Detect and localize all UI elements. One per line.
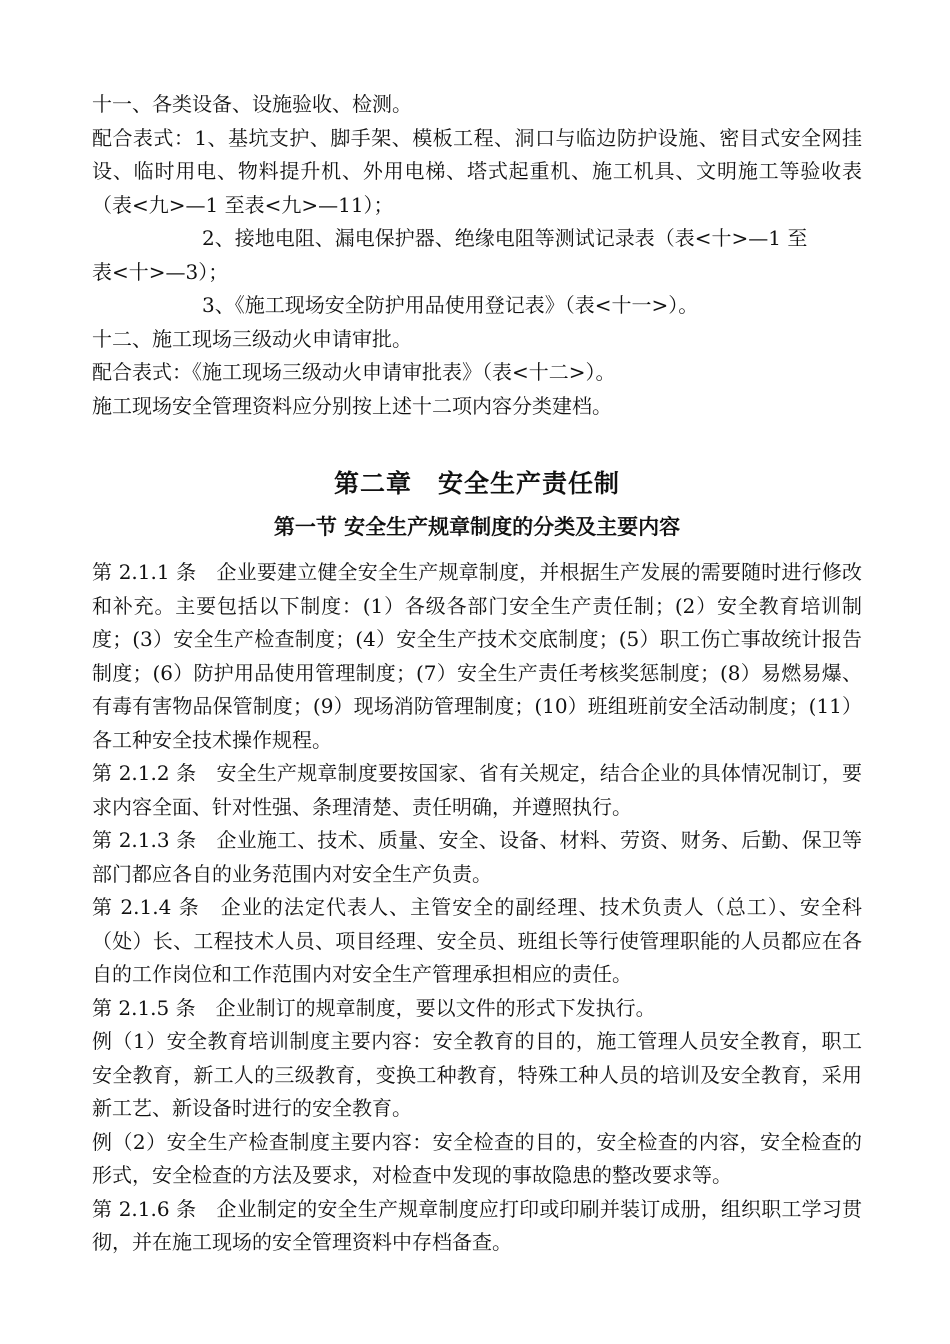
article-2-1-6: 第 2.1.6 条 企业制定的安全生产规章制度应打印或印刷并装订成册，组织职工学习贯彻，并在施工现场的安全管理资料中存档备查。 bbox=[92, 1196, 862, 1254]
item-11-forms-2-continued: 表<十>—3）； bbox=[92, 259, 229, 284]
article-2-1-5: 第 2.1.5 条 企业制订的规章制度，要以文件的形式下发执行。 bbox=[92, 995, 656, 1020]
article-2-1-4: 第 2.1.4 条 企业的法定代表人、主管安全的副经理、技术负责人（总工）、安全科（处）长、工程技术人员、项目经理、安全员、班组长等行使管理职能的人员都应在各自的工作岗位和工作范围内对安全生产管理承担相应的责任。 bbox=[92, 895, 862, 986]
section-title: 第一节 安全生产规章制度的分类及主要内容 bbox=[273, 514, 681, 539]
item-11-heading: 十一、各类设备、设施验收、检测。 bbox=[92, 92, 412, 116]
article-2-1-3: 第 2.1.3 条 企业施工、技术、质量、安全、设备、材料、劳资、财务、后勤、保卫等部门都应各自的业务范围内对安全生产负责。 bbox=[92, 828, 862, 886]
item-11-forms-3: 3、《施工现场安全防护用品使用登记表》（表<十一>）。 bbox=[202, 293, 699, 317]
example-2: 例（2）安全生产检查制度主要内容：安全检查的目的，安全检查的内容，安全检查的形式，安全检查的方法及要求，对检查中发现的事故隐患的整改要求等。 bbox=[92, 1129, 862, 1187]
article-2-1-2: 第 2.1.2 条 安全生产规章制度要按国家、省有关规定，结合企业的具体情况制订，要求内容全面、针对性强、条理清楚、责任明确，并遵照执行。 bbox=[92, 761, 862, 819]
summary-paragraph: 施工现场安全管理资料应分别按上述十二项内容分类建档。 bbox=[92, 393, 612, 418]
chapter-title: 第二章 安全生产责任制 bbox=[333, 469, 620, 498]
article-2-1-1: 第 2.1.1 条 企业要建立健全安全生产规章制度，并根据生产发展的需要随时进行修改和补充。主要包括以下制度：(1）各级各部门安全生产责任制；(2）安全教育培训制度；(3）安全生产检查制度；(4）安全生产技术交底制度；(5）职工伤亡事故统计报告制度；(6）防护用品使用管理制度；(7）安全生产责任考核奖惩制度；(8）易燃易爆、有毒有害物品保管制度；(9）现场消防管理制度；(10）班组班前安全活动制度；(11）各工种安全技术操作规程。 bbox=[92, 560, 862, 752]
item-12-heading: 十二、施工现场三级动火申请审批。 bbox=[92, 326, 412, 351]
item-12-forms: 配合表式：《施工现场三级动火申请审批表》（表<十二>）。 bbox=[92, 360, 616, 384]
document-page bbox=[92, 88, 862, 1260]
item-11-forms: 配合表式：1、基坑支护、脚手架、模板工程、洞口与临边防护设施、密目式安全网挂设、临时用电、物料提升机、外用电梯、塔式起重机、施工机具、文明施工等验收表（表<九>—1 至表<九>—11）； bbox=[92, 125, 862, 217]
item-11-forms-2: 2、接地电阻、漏电保护器、绝缘电阻等测试记录表（表<十>—1 至 bbox=[202, 226, 808, 250]
example-1: 例（1）安全教育培训制度主要内容：安全教育的目的，施工管理人员安全教育，职工安全教育，新工人的三级教育，变换工种教育，特殊工种人员的培训及安全教育，采用新工艺、新设备时进行的安全教育。 bbox=[92, 1029, 862, 1120]
